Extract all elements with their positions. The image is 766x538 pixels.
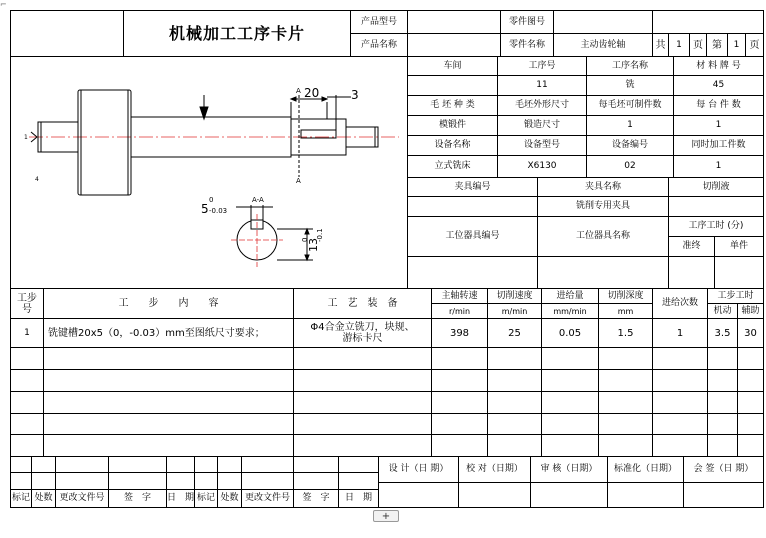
check-label: 校 对（日期） — [466, 464, 523, 474]
revision-doc-1: 更改文件号 — [59, 493, 105, 503]
revision-date-1: 日 期 — [167, 493, 194, 503]
spindle-speed-header: 主轴转速 — [441, 290, 478, 301]
blank-type-label: 毛 坯 种 类 — [430, 100, 475, 110]
per-machine-value[interactable]: 1 — [715, 120, 722, 130]
revision-mark-1: 标记 — [11, 493, 30, 503]
per-machine-label: 每 台 件 数 — [696, 100, 741, 110]
part-name-label: 零件名称 — [508, 39, 545, 50]
fixture-no-value[interactable] — [408, 197, 537, 216]
blank-type-value[interactable]: 模锻件 — [438, 120, 466, 130]
cut-speed-unit: m/min — [501, 306, 528, 316]
total-pages-value[interactable]: 1 — [676, 39, 682, 50]
part-no-value[interactable] — [554, 11, 652, 33]
op-name-label: 工序名称 — [611, 60, 648, 71]
total-pages-label: 共 — [655, 39, 666, 51]
product-model-value[interactable] — [408, 11, 500, 33]
workshop-value[interactable] — [408, 76, 497, 95]
equip-no-value[interactable]: 02 — [624, 161, 636, 171]
step-time-header: 工步工时 — [717, 290, 754, 301]
tick-1-label: 1 — [24, 134, 28, 141]
depth-header: 切削深度 — [607, 290, 644, 301]
step-no-header: 工步号 — [17, 292, 37, 315]
dim-width-lower: -0.03 — [209, 207, 228, 215]
equip-no-label: 设备编号 — [611, 140, 648, 150]
page-number-label: 第 — [712, 39, 722, 51]
concurrent-label: 同时加工件数 — [691, 140, 746, 150]
revision-date-2: 日 期 — [344, 493, 372, 503]
step-1-equipment[interactable] — [294, 319, 431, 347]
station-no-label: 工位器具编号 — [445, 231, 500, 241]
fixture-name-value[interactable]: 铣削专用夹具 — [575, 201, 630, 211]
step-1-content[interactable]: 铣键槽20x5（0，-0.03）mm至图纸尺寸要求； — [48, 327, 265, 339]
page-number-value[interactable]: 1 — [733, 39, 740, 50]
coolant-value[interactable] — [669, 197, 763, 216]
revision-count-2: 处数 — [220, 493, 239, 503]
op-no-value[interactable]: 11 — [536, 80, 548, 90]
step-content-header: 工 步 内 容 — [118, 298, 219, 309]
unit-time-label: 单件 — [729, 241, 748, 251]
dim-depth-lower: -0.1 — [316, 228, 324, 242]
dim-width-label: 5 — [201, 202, 209, 216]
fixture-name-label: 夹具名称 — [584, 181, 621, 192]
coolant-label: 切削液 — [702, 181, 730, 192]
depth-unit: mm — [617, 306, 634, 316]
dim-3-label: 3 — [351, 88, 359, 102]
product-model-label: 产品型号 — [360, 16, 397, 27]
step-1-feed[interactable]: 0.05 — [558, 327, 582, 339]
spindle-speed-unit: r/min — [448, 306, 471, 316]
shaft-drawing — [11, 57, 407, 288]
countersign-label: 会 签（日 期） — [693, 464, 754, 474]
op-name-value[interactable]: 铣 — [625, 80, 635, 90]
equipment-header: 工 艺 装 备 — [327, 298, 398, 309]
feed-unit: mm/min — [553, 306, 587, 316]
part-no-label: 零件图号 — [508, 16, 545, 27]
page-number-unit: 页 — [749, 39, 760, 51]
step-1-aux-time[interactable]: 30 — [744, 327, 757, 339]
workshop-label: 车间 — [443, 60, 462, 71]
corner-mark: ⌐ — [0, 0, 7, 9]
step-1-depth[interactable]: 1.5 — [617, 327, 634, 339]
mark-a-bottom: A — [296, 177, 301, 185]
per-blank-label: 每毛坯可制件数 — [598, 100, 662, 110]
shaft-gear-body — [78, 90, 131, 195]
dim-depth-label: 13 — [307, 238, 320, 252]
step-1-passes[interactable]: 1 — [676, 327, 684, 339]
step-1-equipment-line1: Φ4合金立铣刀，块规、 — [310, 322, 415, 333]
blank-size-label: 毛坯外形尺寸 — [514, 100, 569, 110]
step-1-machine-time[interactable]: 3.5 — [714, 327, 731, 339]
machine-time-header: 机动 — [713, 305, 732, 316]
step-1-speed[interactable]: 25 — [508, 327, 521, 339]
feed-header: 进给量 — [556, 290, 584, 301]
step-1-spindle[interactable]: 398 — [449, 327, 470, 339]
card-title: 机械加工工序卡片 — [168, 24, 305, 43]
product-name-value[interactable] — [408, 34, 500, 56]
product-name-label: 产品名称 — [360, 39, 397, 50]
mark-a-top: A — [296, 87, 301, 95]
tick-4-label: 4 — [35, 176, 39, 183]
revision-mark-2: 标记 — [196, 493, 215, 503]
material-value[interactable]: 45 — [712, 80, 725, 90]
per-blank-value[interactable]: 1 — [627, 120, 633, 130]
standard-label: 标准化（日期） — [613, 464, 677, 474]
material-label: 材 料 牌 号 — [696, 60, 741, 71]
step-1-equipment-line2: 游标卡尺 — [342, 333, 383, 344]
equip-model-value[interactable]: X6130 — [527, 161, 557, 171]
revision-sign-1: 签 字 — [123, 493, 151, 503]
revision-sign-2: 签 字 — [302, 493, 330, 503]
passes-header: 进给次数 — [661, 298, 698, 308]
fixture-no-label: 夹具编号 — [454, 181, 491, 192]
total-pages-unit: 页 — [693, 39, 703, 51]
section-label: A-A — [252, 196, 264, 204]
dim-depth-upper: 0 — [301, 237, 309, 242]
equip-name-value[interactable]: 立式铣床 — [434, 161, 471, 171]
revision-doc-2: 更改文件号 — [244, 493, 290, 503]
revision-count-1: 处数 — [34, 493, 53, 503]
part-name-value[interactable]: 主动齿轮轴 — [580, 39, 626, 50]
dim-width-upper: 0 — [209, 196, 214, 204]
step-1-no[interactable]: 1 — [24, 327, 30, 338]
op-time-label: 工序工时 (分) — [688, 221, 744, 231]
equip-name-label: 设备名称 — [434, 140, 471, 150]
prep-time-label: 准终 — [682, 241, 701, 251]
station-name-label: 工位器具名称 — [575, 231, 630, 241]
concurrent-value[interactable]: 1 — [715, 161, 722, 171]
add-sheet-button[interactable]: + — [373, 510, 399, 522]
design-label: 设 计（日 期） — [388, 464, 449, 474]
op-no-label: 工序号 — [528, 60, 556, 71]
blank-size-value[interactable]: 锻造尺寸 — [523, 120, 560, 130]
aux-time-header: 辅助 — [741, 305, 760, 316]
cut-speed-header: 切削速度 — [496, 290, 533, 301]
review-label: 审 核（日期） — [540, 464, 598, 474]
dim-20-label: 20 — [304, 86, 320, 100]
equip-model-label: 设备型号 — [523, 140, 560, 150]
